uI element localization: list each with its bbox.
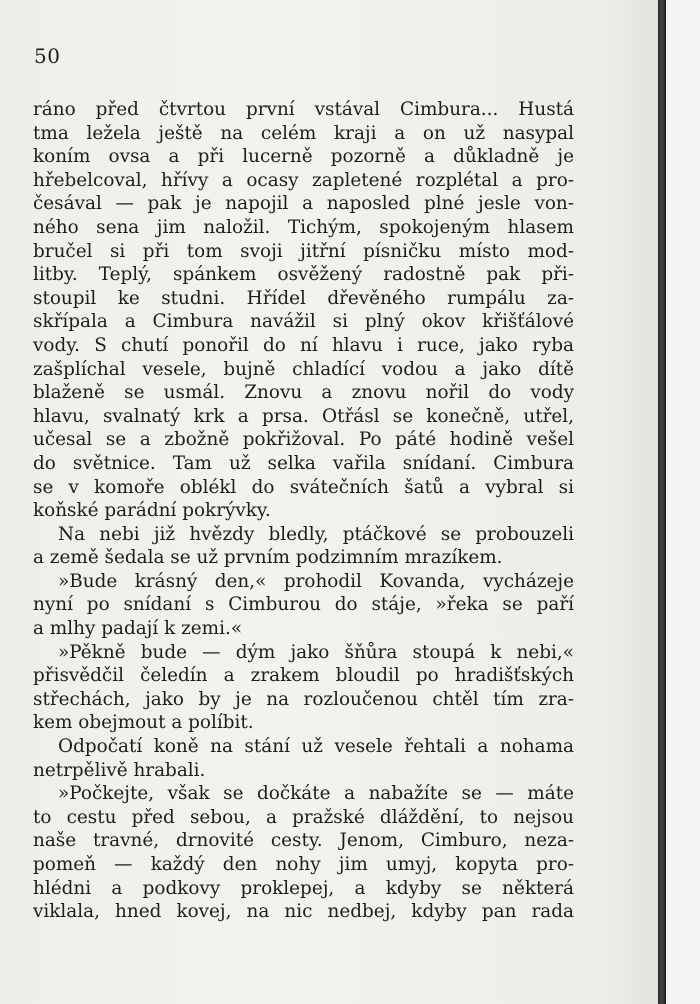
text-line: přisvědčil čeledín a zrakem bloudil po hradišťských xyxy=(33,665,574,687)
text-line: zašplíchal vesele, bujně chladící vodou a jako dítě xyxy=(33,358,574,380)
text-line: litby. Teplý, spánkem osvěžený radostně pak při- xyxy=(33,264,574,286)
text-line: do světnice. Tam už selka vařila snídaní. Cimbura xyxy=(33,452,574,474)
scan-margin xyxy=(666,0,700,1004)
text-line: bručel si při tom svoji jitřní písničku místo mod- xyxy=(33,240,574,262)
text-line: kem obejmout a políbit. xyxy=(33,712,254,734)
text-line: koňské parádní pokrývky. xyxy=(33,500,271,522)
text-line: pomeň — každý den nohy jim umyj, kopyta pro- xyxy=(33,854,574,875)
body-text xyxy=(33,98,574,924)
text-line: »Bude krásný den,« prohodil Kovanda, vycházeje xyxy=(58,570,574,592)
text-line: naše travné, drnovité cesty. Jenom, Cimburo, neza- xyxy=(33,830,574,852)
text-line: skřípala a Cimbura navážil si plný okov křišťálové xyxy=(33,311,574,333)
text-line: ného sena jim naložil. Tichým, spokojeným hlasem xyxy=(33,216,574,238)
text-line: netrpělivě hrabali. xyxy=(33,759,206,781)
text-line: to cestu před sebou, a pražské dláždění, to nejsou xyxy=(33,806,574,828)
text-line: stoupil ke studni. Hřídel dřevěného rumpálu za- xyxy=(33,287,574,309)
text-line: ráno před čtvrtou první vstával Cimbura... Hustá xyxy=(33,99,574,120)
text-line: Na nebi již hvězdy bledly, ptáčkové se probouzeli xyxy=(58,523,574,545)
text-line: hřebelcoval, hřívy a ocasy zapletené rozplétal a pro- xyxy=(33,169,574,191)
text-line: nyní po snídaní s Cimburou do stáje, »řeka se paří xyxy=(33,594,574,616)
text-line: učesal se a zbožně pokřižoval. Po páté hodině vešel xyxy=(33,429,574,451)
text-line: se v komoře oblékl do svátečních šatů a vybral si xyxy=(33,476,574,498)
text-line: a země šedala se už prvním podzimním mrazíkem. xyxy=(33,547,503,569)
text-line: Odpočatí koně na stání už vesele řehtali a nohama xyxy=(58,736,574,758)
text-line: tma ležela ještě na celém kraji a on už nasypal xyxy=(33,122,574,144)
text-line: střechách, jako by je na rozloučenou chtěl tím zra- xyxy=(33,688,574,710)
text-line: »Počkejte, však se dočkáte a nabažíte se — máte xyxy=(58,783,574,805)
text-line: hlavu, svalnatý krk a prsa. Otřásl se konečně, utřel, xyxy=(33,405,574,427)
text-line: hlédni a podkovy proklepej, a kdyby se některá xyxy=(33,877,574,899)
text-line: viklala, hned kovej, na nic nedbej, kdyby pan rada xyxy=(33,901,574,923)
text-line: koním ovsa a při lucerně pozorně a důkladně je xyxy=(33,146,574,168)
text-line: »Pěkně bude — dým jako šňůra stoupá k nebi,« xyxy=(58,641,574,663)
text-line: blaženě se usmál. Znovu a znovu nořil do vody xyxy=(33,382,574,404)
text-line: a mlhy padají k zemi.« xyxy=(33,618,243,640)
page-number: 50 xyxy=(34,44,61,68)
text-line: česával — pak je napojil a naposled plné jesle von- xyxy=(33,193,574,215)
book-spine xyxy=(658,0,666,1004)
text-line: vody. S chutí ponořil do ní hlavu i ruce, jako ryba xyxy=(33,334,574,356)
